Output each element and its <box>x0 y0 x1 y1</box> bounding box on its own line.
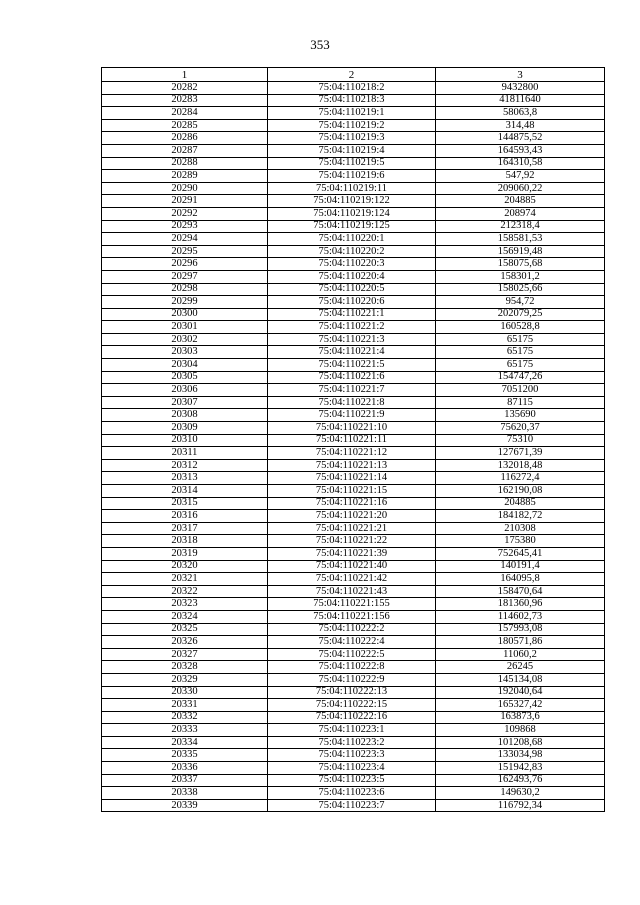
table-row <box>102 157 605 170</box>
cadastral-number-cell: 75:04:110221:4 <box>268 346 436 359</box>
table-row <box>102 195 605 208</box>
cadastral-number-cell: 75:04:110222:15 <box>268 699 436 712</box>
cadastral-number-cell: 75:04:110220:2 <box>268 245 436 258</box>
cadastral-number-cell: 75:04:110222:2 <box>268 623 436 636</box>
value-cell: 314,48 <box>436 119 605 132</box>
row-number-cell: 20336 <box>102 762 268 775</box>
table-row <box>102 787 605 800</box>
value-cell: 26245 <box>436 661 605 674</box>
row-number-cell: 20305 <box>102 371 268 384</box>
row-number-cell: 20303 <box>102 346 268 359</box>
row-number-cell: 20315 <box>102 497 268 510</box>
table-row <box>102 220 605 233</box>
cadastral-number-cell: 75:04:110222:8 <box>268 661 436 674</box>
cadastral-number-cell: 75:04:110223:6 <box>268 787 436 800</box>
value-cell: 101208,68 <box>436 736 605 749</box>
value-cell: 145134,08 <box>436 673 605 686</box>
cadastral-number-cell: 75:04:110221:155 <box>268 598 436 611</box>
table-row <box>102 459 605 472</box>
cadastral-number-cell: 75:04:110219:125 <box>268 220 436 233</box>
value-cell: 210308 <box>436 522 605 535</box>
value-cell: 75310 <box>436 434 605 447</box>
cadastral-number-cell: 75:04:110221:1 <box>268 308 436 321</box>
row-number-cell: 20297 <box>102 270 268 283</box>
row-number-cell: 20283 <box>102 94 268 107</box>
value-cell: 116792,34 <box>436 799 605 812</box>
cadastral-number-cell: 75:04:110221:39 <box>268 547 436 560</box>
table-row <box>102 321 605 334</box>
value-cell: 163873,6 <box>436 711 605 724</box>
value-cell: 158301,2 <box>436 270 605 283</box>
value-cell: 204885 <box>436 195 605 208</box>
row-number-cell: 20308 <box>102 409 268 422</box>
row-number-cell: 20302 <box>102 333 268 346</box>
row-number-cell: 20309 <box>102 422 268 435</box>
table-row <box>102 699 605 712</box>
cadastral-number-cell: 75:04:110221:5 <box>268 359 436 372</box>
value-cell: 87115 <box>436 396 605 409</box>
table-row <box>102 535 605 548</box>
value-cell: 954,72 <box>436 296 605 309</box>
row-number-cell: 20312 <box>102 459 268 472</box>
value-cell: 165327,42 <box>436 699 605 712</box>
table-row <box>102 585 605 598</box>
cadastral-number-cell: 75:04:110220:4 <box>268 270 436 283</box>
table-row <box>102 560 605 573</box>
value-cell: 75620,37 <box>436 422 605 435</box>
table-row <box>102 207 605 220</box>
row-number-cell: 20304 <box>102 359 268 372</box>
cadastral-number-cell: 75:04:110219:122 <box>268 195 436 208</box>
table-row <box>102 623 605 636</box>
table-row <box>102 661 605 674</box>
cadastral-number-cell: 75:04:110222:5 <box>268 648 436 661</box>
cadastral-number-cell: 75:04:110221:6 <box>268 371 436 384</box>
cadastral-number-cell: 75:04:110223:1 <box>268 724 436 737</box>
row-number-cell: 20323 <box>102 598 268 611</box>
table-body <box>102 82 605 812</box>
row-number-cell: 20298 <box>102 283 268 296</box>
value-cell: 202079,25 <box>436 308 605 321</box>
table-row <box>102 258 605 271</box>
cadastral-number-cell: 75:04:110222:9 <box>268 673 436 686</box>
value-cell: 157993,08 <box>436 623 605 636</box>
value-cell: 184182,72 <box>436 510 605 523</box>
cadastral-number-cell: 75:04:110223:4 <box>268 762 436 775</box>
cadastral-number-cell: 75:04:110221:9 <box>268 409 436 422</box>
row-number-cell: 20320 <box>102 560 268 573</box>
row-number-cell: 20326 <box>102 636 268 649</box>
table-row <box>102 510 605 523</box>
cadastral-number-cell: 75:04:110223:3 <box>268 749 436 762</box>
row-number-cell: 20310 <box>102 434 268 447</box>
cadastral-number-cell: 75:04:110219:6 <box>268 170 436 183</box>
row-number-cell: 20319 <box>102 547 268 560</box>
cadastral-number-cell: 75:04:110218:3 <box>268 94 436 107</box>
cadastral-number-cell: 75:04:110219:1 <box>268 107 436 120</box>
row-number-cell: 20295 <box>102 245 268 258</box>
value-cell: 192040,64 <box>436 686 605 699</box>
row-number-cell: 20292 <box>102 207 268 220</box>
value-cell: 127671,39 <box>436 447 605 460</box>
value-cell: 209060,22 <box>436 182 605 195</box>
table-row <box>102 686 605 699</box>
column-header-1: 1 <box>102 68 268 82</box>
cadastral-number-cell: 75:04:110218:2 <box>268 82 436 95</box>
table-row <box>102 485 605 498</box>
table-row <box>102 346 605 359</box>
row-number-cell: 20338 <box>102 787 268 800</box>
row-number-cell: 20306 <box>102 384 268 397</box>
header-row <box>102 68 605 82</box>
cadastral-number-cell: 75:04:110222:16 <box>268 711 436 724</box>
cadastral-table <box>101 67 605 812</box>
row-number-cell: 20339 <box>102 799 268 812</box>
value-cell: 114602,73 <box>436 610 605 623</box>
cadastral-number-cell: 75:04:110220:1 <box>268 233 436 246</box>
cadastral-number-cell: 75:04:110223:2 <box>268 736 436 749</box>
value-cell: 208974 <box>436 207 605 220</box>
cadastral-number-cell: 75:04:110221:2 <box>268 321 436 334</box>
cadastral-number-cell: 75:04:110221:20 <box>268 510 436 523</box>
row-number-cell: 20311 <box>102 447 268 460</box>
table-row <box>102 107 605 120</box>
cadastral-number-cell: 75:04:110223:5 <box>268 774 436 787</box>
table-row <box>102 636 605 649</box>
row-number-cell: 20332 <box>102 711 268 724</box>
table-row <box>102 233 605 246</box>
table-row <box>102 308 605 321</box>
row-number-cell: 20327 <box>102 648 268 661</box>
table-row <box>102 711 605 724</box>
row-number-cell: 20301 <box>102 321 268 334</box>
table-row <box>102 359 605 372</box>
page-number: 353 <box>310 37 330 52</box>
value-cell: 752645,41 <box>436 547 605 560</box>
table-row <box>102 547 605 560</box>
value-cell: 158025,66 <box>436 283 605 296</box>
cadastral-number-cell: 75:04:110221:3 <box>268 333 436 346</box>
value-cell: 547,92 <box>436 170 605 183</box>
table-row <box>102 422 605 435</box>
cadastral-number-cell: 75:04:110219:124 <box>268 207 436 220</box>
row-number-cell: 20287 <box>102 144 268 157</box>
value-cell: 133034,98 <box>436 749 605 762</box>
table-row <box>102 270 605 283</box>
row-number-cell: 20290 <box>102 182 268 195</box>
row-number-cell: 20296 <box>102 258 268 271</box>
value-cell: 7051200 <box>436 384 605 397</box>
value-cell: 149630,2 <box>436 787 605 800</box>
cadastral-number-cell: 75:04:110222:13 <box>268 686 436 699</box>
table-row <box>102 384 605 397</box>
value-cell: 164593,43 <box>436 144 605 157</box>
row-number-cell: 20293 <box>102 220 268 233</box>
value-cell: 135690 <box>436 409 605 422</box>
row-number-cell: 20331 <box>102 699 268 712</box>
table-row <box>102 522 605 535</box>
row-number-cell: 20322 <box>102 585 268 598</box>
table-row <box>102 598 605 611</box>
cadastral-number-cell: 75:04:110221:43 <box>268 585 436 598</box>
cadastral-number-cell: 75:04:110222:4 <box>268 636 436 649</box>
table-row <box>102 132 605 145</box>
value-cell: 160528,8 <box>436 321 605 334</box>
cadastral-number-cell: 75:04:110221:8 <box>268 396 436 409</box>
value-cell: 151942,83 <box>436 762 605 775</box>
cadastral-number-cell: 75:04:110221:12 <box>268 447 436 460</box>
table-row <box>102 497 605 510</box>
value-cell: 109868 <box>436 724 605 737</box>
row-number-cell: 20291 <box>102 195 268 208</box>
row-number-cell: 20321 <box>102 573 268 586</box>
value-cell: 164310,58 <box>436 157 605 170</box>
cadastral-number-cell: 75:04:110221:156 <box>268 610 436 623</box>
value-cell: 158075,68 <box>436 258 605 271</box>
value-cell: 140191,4 <box>436 560 605 573</box>
table-row <box>102 610 605 623</box>
row-number-cell: 20335 <box>102 749 268 762</box>
value-cell: 65175 <box>436 346 605 359</box>
table-row <box>102 724 605 737</box>
table-row <box>102 799 605 812</box>
table-row <box>102 371 605 384</box>
table-row <box>102 409 605 422</box>
cadastral-number-cell: 75:04:110221:22 <box>268 535 436 548</box>
cadastral-number-cell: 75:04:110220:5 <box>268 283 436 296</box>
row-number-cell: 20285 <box>102 119 268 132</box>
cadastral-number-cell: 75:04:110221:15 <box>268 485 436 498</box>
row-number-cell: 20288 <box>102 157 268 170</box>
cadastral-number-cell: 75:04:110221:14 <box>268 472 436 485</box>
value-cell: 204885 <box>436 497 605 510</box>
cadastral-number-cell: 75:04:110219:5 <box>268 157 436 170</box>
table-row <box>102 573 605 586</box>
table-row <box>102 749 605 762</box>
table-row <box>102 447 605 460</box>
value-cell: 162190,08 <box>436 485 605 498</box>
row-number-cell: 20307 <box>102 396 268 409</box>
column-header-3: 3 <box>436 68 605 82</box>
cadastral-number-cell: 75:04:110221:16 <box>268 497 436 510</box>
cadastral-number-cell: 75:04:110219:3 <box>268 132 436 145</box>
value-cell: 11060,2 <box>436 648 605 661</box>
value-cell: 156919,48 <box>436 245 605 258</box>
cadastral-number-cell: 75:04:110223:7 <box>268 799 436 812</box>
row-number-cell: 20317 <box>102 522 268 535</box>
row-number-cell: 20325 <box>102 623 268 636</box>
row-number-cell: 20329 <box>102 673 268 686</box>
cadastral-number-cell: 75:04:110221:21 <box>268 522 436 535</box>
value-cell: 162493,76 <box>436 774 605 787</box>
value-cell: 158581,53 <box>436 233 605 246</box>
row-number-cell: 20300 <box>102 308 268 321</box>
value-cell: 181360,96 <box>436 598 605 611</box>
row-number-cell: 20330 <box>102 686 268 699</box>
table-row <box>102 82 605 95</box>
row-number-cell: 20313 <box>102 472 268 485</box>
cadastral-number-cell: 75:04:110220:6 <box>268 296 436 309</box>
row-number-cell: 20318 <box>102 535 268 548</box>
table-row <box>102 434 605 447</box>
value-cell: 132018,48 <box>436 459 605 472</box>
value-cell: 164095,8 <box>436 573 605 586</box>
row-number-cell: 20333 <box>102 724 268 737</box>
row-number-cell: 20282 <box>102 82 268 95</box>
row-number-cell: 20289 <box>102 170 268 183</box>
column-header-2: 2 <box>268 68 436 82</box>
table-row <box>102 673 605 686</box>
value-cell: 212318,4 <box>436 220 605 233</box>
table-row <box>102 333 605 346</box>
cadastral-number-cell: 75:04:110221:13 <box>268 459 436 472</box>
table-row <box>102 648 605 661</box>
table-row <box>102 472 605 485</box>
value-cell: 65175 <box>436 333 605 346</box>
table-row <box>102 762 605 775</box>
row-number-cell: 20337 <box>102 774 268 787</box>
cadastral-number-cell: 75:04:110221:7 <box>268 384 436 397</box>
value-cell: 144875,52 <box>436 132 605 145</box>
value-cell: 175380 <box>436 535 605 548</box>
cadastral-number-cell: 75:04:110219:11 <box>268 182 436 195</box>
cadastral-number-cell: 75:04:110219:4 <box>268 144 436 157</box>
row-number-cell: 20328 <box>102 661 268 674</box>
cadastral-number-cell: 75:04:110221:42 <box>268 573 436 586</box>
table-row <box>102 296 605 309</box>
value-cell: 180571,86 <box>436 636 605 649</box>
cadastral-number-cell: 75:04:110219:2 <box>268 119 436 132</box>
row-number-cell: 20286 <box>102 132 268 145</box>
row-number-cell: 20334 <box>102 736 268 749</box>
table-header <box>102 68 605 82</box>
value-cell: 65175 <box>436 359 605 372</box>
table-row <box>102 182 605 195</box>
row-number-cell: 20314 <box>102 485 268 498</box>
table-row <box>102 144 605 157</box>
value-cell: 41811640 <box>436 94 605 107</box>
cadastral-number-cell: 75:04:110221:10 <box>268 422 436 435</box>
value-cell: 158470,64 <box>436 585 605 598</box>
table-row <box>102 245 605 258</box>
table-row <box>102 736 605 749</box>
row-number-cell: 20324 <box>102 610 268 623</box>
table-row <box>102 119 605 132</box>
cadastral-number-cell: 75:04:110221:40 <box>268 560 436 573</box>
value-cell: 116272,4 <box>436 472 605 485</box>
table-row <box>102 170 605 183</box>
table-row <box>102 94 605 107</box>
cadastral-number-cell: 75:04:110221:11 <box>268 434 436 447</box>
table-row <box>102 774 605 787</box>
value-cell: 9432800 <box>436 82 605 95</box>
table-row <box>102 283 605 296</box>
row-number-cell: 20316 <box>102 510 268 523</box>
cadastral-number-cell: 75:04:110220:3 <box>268 258 436 271</box>
row-number-cell: 20294 <box>102 233 268 246</box>
row-number-cell: 20284 <box>102 107 268 120</box>
value-cell: 58063,8 <box>436 107 605 120</box>
row-number-cell: 20299 <box>102 296 268 309</box>
value-cell: 154747,26 <box>436 371 605 384</box>
table-row <box>102 396 605 409</box>
